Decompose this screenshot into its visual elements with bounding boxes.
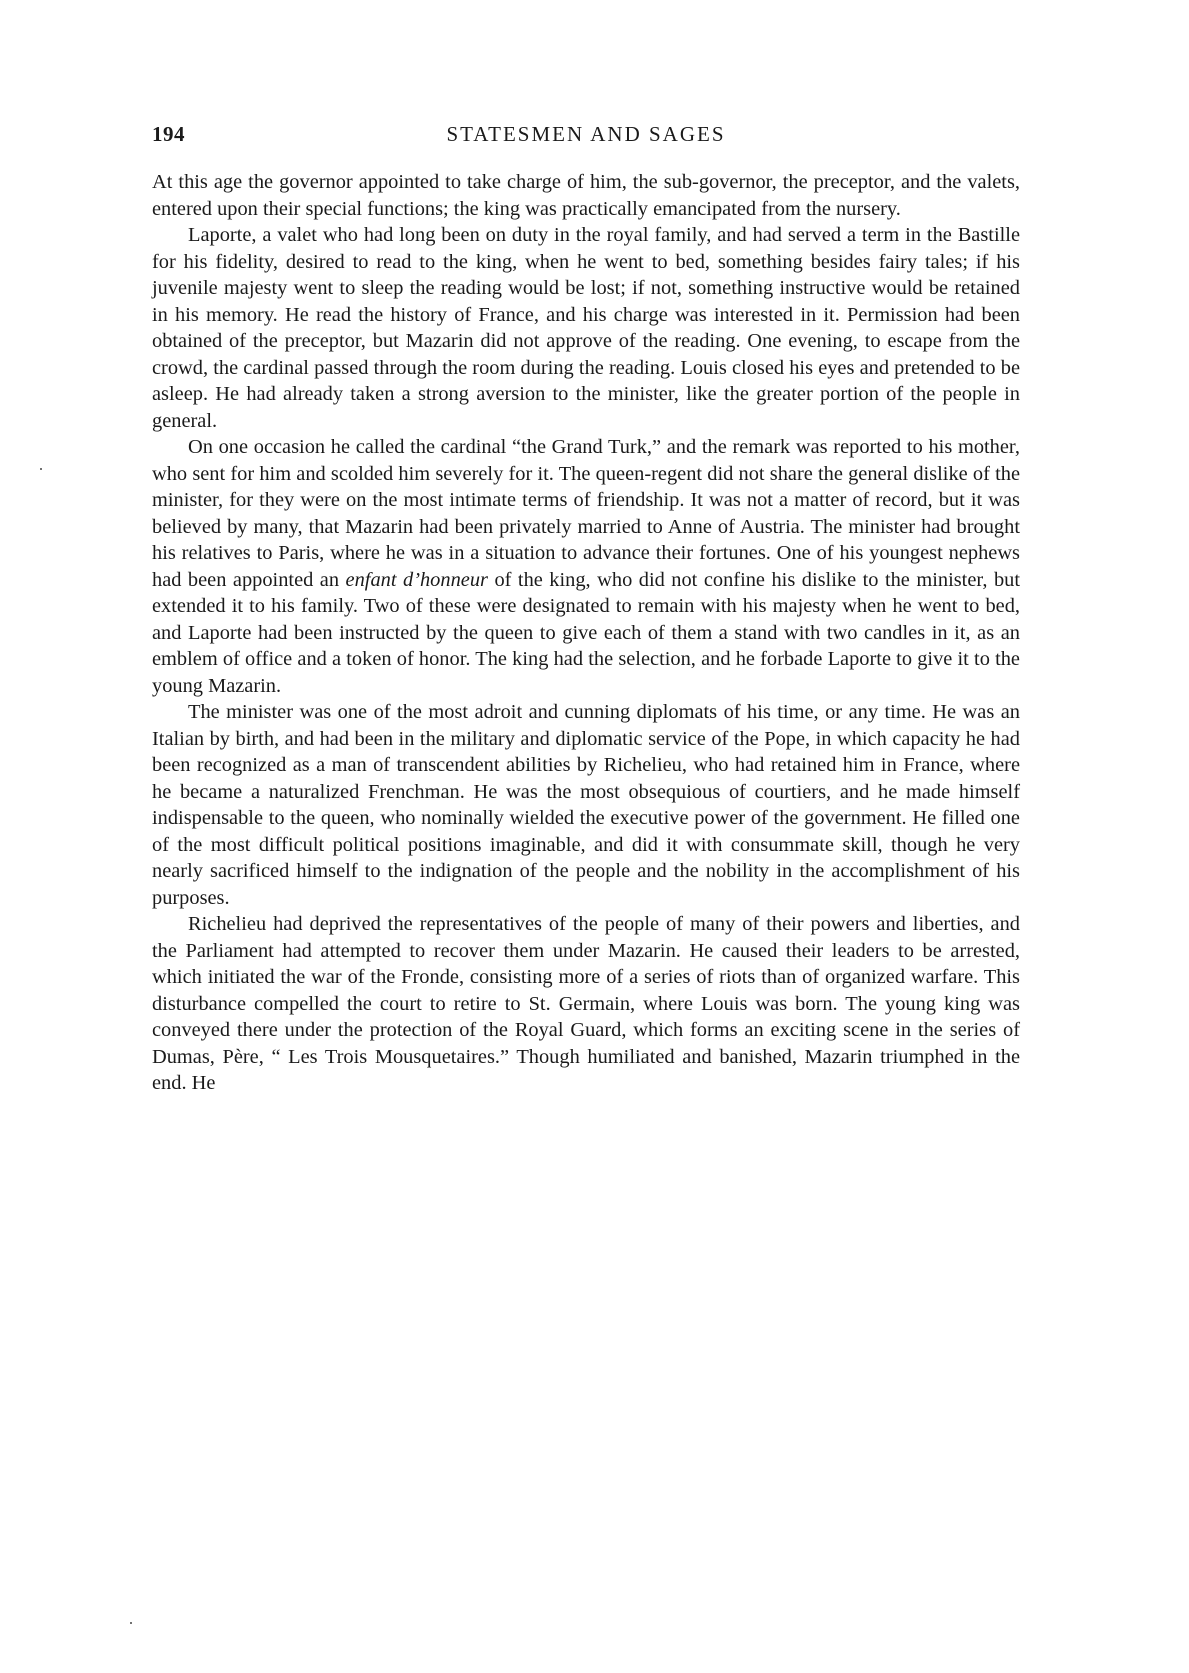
paragraph-5: Richelieu had deprived the representatives of the people of many of their powers and liberties, and the Parliament had attempted to recover them under Mazarin. He caused their leaders to be arrested, which initiated the war of the Fronde, consisting more of a series of riots than of organized warfare. This disturbance compelled the court to retire to St. Germain, where Louis was born. The young king was conveyed there under the protection of the Royal Guard, which forms an exciting scene in the series of Dumas, Père, “ Les Trois Mousquetaires.” Though humiliated and banished, Mazarin triumphed in the end. He xyxy=(152,913,1020,1094)
paragraph-3-italic-phrase: enfant d’honneur xyxy=(345,568,488,591)
paragraph-1: At this age the governor appointed to take charge of him, the sub-governor, the preceptor, and the valets, entered upon their special functions; the king was practically emancipated from the nursery. xyxy=(152,171,1020,220)
paragraph-2: Laporte, a valet who had long been on duty in the royal family, and had served a term in the Bastille for his fidelity, desired to read to the king, when he went to bed, something besides fairy tales; if his juvenile majesty went to sleep the reading would be lost; if not, something instructive would be retained in his memory. He read the history of France, and his charge was interested in it. Permission had been obtained of the preceptor, but Mazarin did not approve of the reading. One evening, to escape from the crowd, the cardinal passed through the room during the reading. Louis closed his eyes and pretended to be asleep. He had already taken a strong aversion to the minister, like the greater portion of the people in general. xyxy=(152,224,1020,432)
scan-speck xyxy=(40,468,42,470)
paragraph-3-text-before: On one occasion he called the cardinal “the Grand Turk,” and the remark was reported to his mother, who sent for him and scolded him severely for it. The queen-regent did not share the general dislike of the minister, for they were on the most intimate terms of friendship. It was not a matter of record, but it was believed by many, that Mazarin had been privately married to Anne of Austria. The minister had brought his relatives to Paris, where he was in a situation to advance their fortunes. One of his youngest nephews had been appointed an xyxy=(152,436,1020,591)
body-text xyxy=(152,169,1020,1097)
paragraph-3 xyxy=(152,434,1020,699)
paragraph-4: The minister was one of the most adroit and cunning diplomats of his time, or any time. He was an Italian by birth, and had been in the military and diplomatic service of the Pope, in which capacity he had been recognized as a man of transcendent abilities by Richelieu, who had retained him in France, where he became a naturalized Frenchman. He was the most obsequious of courtiers, and he made himself indispensable to the queen, who nominally wielded the executive power of the government. He filled one of the most difficult political positions imaginable, and did it with consummate skill, though he very nearly sacrificed himself to the indignation of the people and the nobility in the accomplishment of his purposes. xyxy=(152,701,1020,909)
page-header xyxy=(152,122,1020,156)
paragraph-3-text-after: of the king, who did not confine his dislike to the minister, but extended it to his family. Two of these were designated to remain with his majesty when he went to bed, and Laporte had been instructed by the queen to give each of them a stand with two candles in it, as an emblem of office and a token of honor. The king had the selection, and he forbade Laporte to give it to the young Mazarin. xyxy=(152,568,1020,697)
scan-speck xyxy=(130,1622,132,1624)
running-head: STATESMEN AND SAGES xyxy=(446,122,726,146)
page-number: 194 xyxy=(152,122,185,146)
